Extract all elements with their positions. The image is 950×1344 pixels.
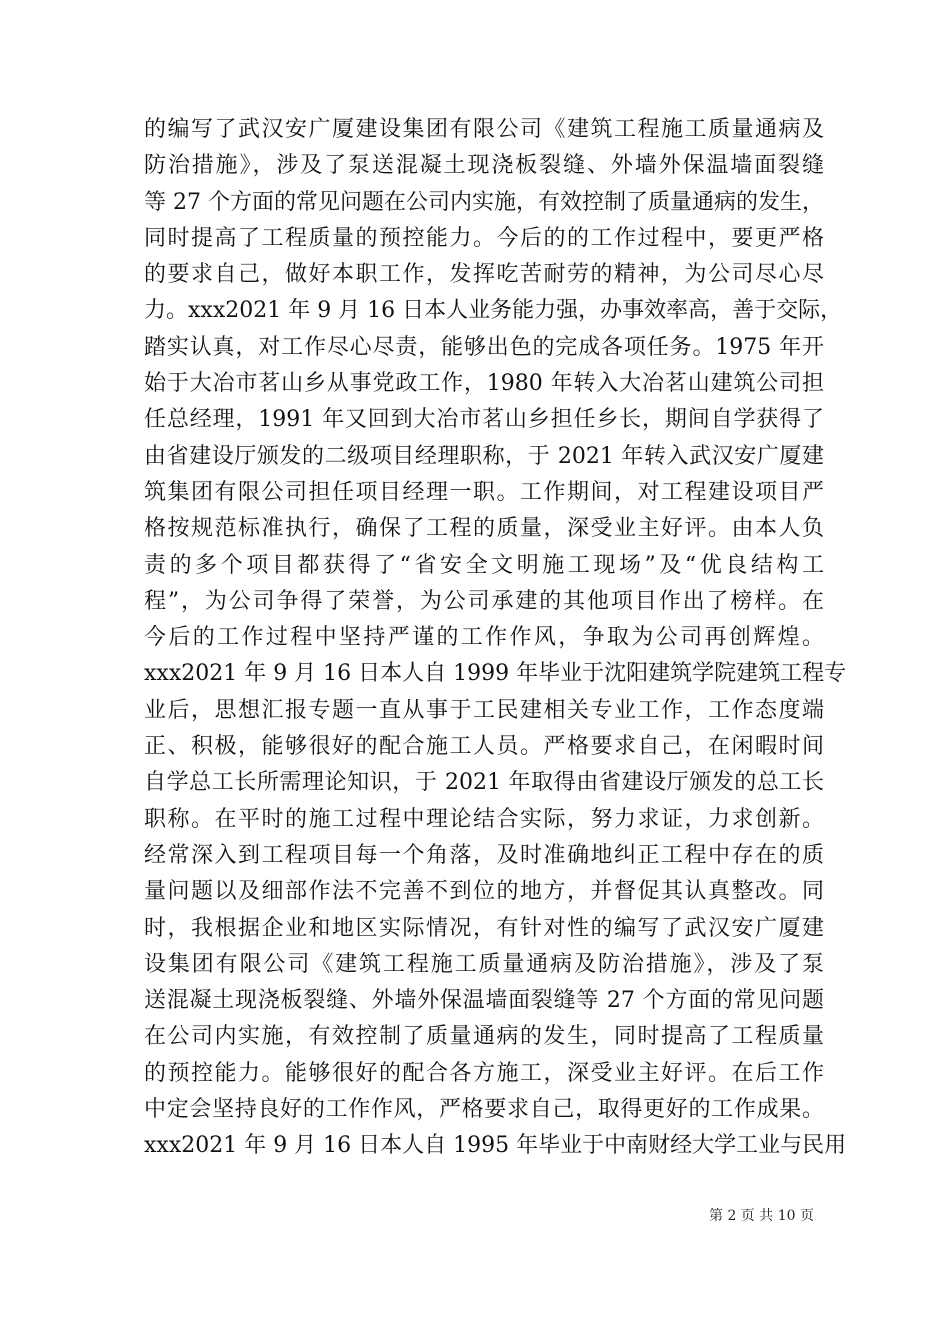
text-line: 在公司内实施，有效控制了质量通病的发生，同时提高了工程质量 [144, 1024, 824, 1050]
text-line: 送混凝土现浇板裂缝、外墙外保温墙面裂缝等 27 个方面的常见问题 [144, 988, 824, 1014]
text-line: 职称。在平时的施工过程中理论结合实际，努力求证，力求创新。 [144, 806, 824, 832]
text-line: 的编写了武汉安广厦建设集团有限公司《建筑工程施工质量通病及 [144, 117, 824, 142]
text-line: 正、积极，能够很好的配合施工人员。严格要求自己，在闲暇时间 [144, 734, 824, 760]
text-line: 业后，思想汇报专题一直从事于工民建相关专业工作，工作态度端 [144, 697, 824, 723]
text-line: 设集团有限公司《建筑工程施工质量通病及防治措施》，涉及了泵 [144, 951, 824, 977]
text-line: 由省建设厅颁发的二级项目经理职称，于 2021 年转入武汉安广厦建 [144, 443, 824, 469]
text-line: 等 27 个方面的常见问题在公司内实施，有效控制了质量通病的发生， [144, 189, 824, 215]
text-line: 量问题以及细部作法不完善不到位的地方，并督促其认真整改。同 [144, 879, 824, 905]
body-text [144, 112, 847, 1165]
text-line: 任总经理，1991 年又回到大冶市茗山乡担任乡长，期间自学获得了 [144, 407, 824, 433]
text-line: 格按规范标准执行，确保了工程的质量，深受业主好评。由本人负 [144, 516, 824, 542]
text-line: 的预控能力。能够很好的配合各方施工，深受业主好评。在后工作 [144, 1060, 824, 1086]
text-line: 踏实认真，对工作尽心尽责，能够出色的完成各项任务。1975 年开 [144, 334, 824, 360]
text-line: 中定会坚持良好的工作作风，严格要求自己，取得更好的工作成果。 [144, 1097, 824, 1123]
text-line: 自学总工长所需理论知识，于 2021 年取得由省建设厅颁发的总工长 [144, 770, 824, 796]
text-line: 同时提高了工程质量的预控能力。今后的的工作过程中，要更严格 [144, 225, 824, 251]
text-line: 责的多个项目都获得了“省安全文明施工现场”及“优良结构工 [144, 552, 824, 578]
text-line: 的要求自己，做好本职工作，发挥吃苦耐劳的精神，为公司尽心尽 [144, 262, 824, 288]
text-line: 始于大冶市茗山乡从事党政工作，1980 年转入大冶茗山建筑公司担 [144, 371, 824, 397]
text-line: 程”，为公司争得了荣誉，为公司承建的其他项目作出了榜样。在 [144, 588, 824, 614]
text-line: xxx2021 年 9 月 16 日本人自 1995 年毕业于中南财经大学工业与民用 [144, 1133, 847, 1159]
page-number: 第 2 页 共 10 页 [709, 1208, 814, 1224]
text-line: 时，我根据企业和地区实际情况，有针对性的编写了武汉安广厦建 [144, 915, 824, 941]
text-line: 经常深入到工程项目每一个角落，及时准确地纠正工程中存在的质 [144, 842, 824, 868]
text-line: 防治措施》，涉及了泵送混凝土现浇板裂缝、外墙外保温墙面裂缝 [144, 153, 824, 179]
text-line: xxx2021 年 9 月 16 日本人自 1999 年毕业于沈阳建筑学院建筑工程专 [144, 661, 847, 687]
text-line: 筑集团有限公司担任项目经理一职。工作期间，对工程建设项目严 [144, 479, 824, 505]
text-line: 今后的工作过程中坚持严谨的工作作风，争取为公司再创辉煌。 [144, 625, 824, 651]
text-line: 力。xxx2021 年 9 月 16 日本人业务能力强，办事效率高，善于交际， [144, 298, 843, 324]
